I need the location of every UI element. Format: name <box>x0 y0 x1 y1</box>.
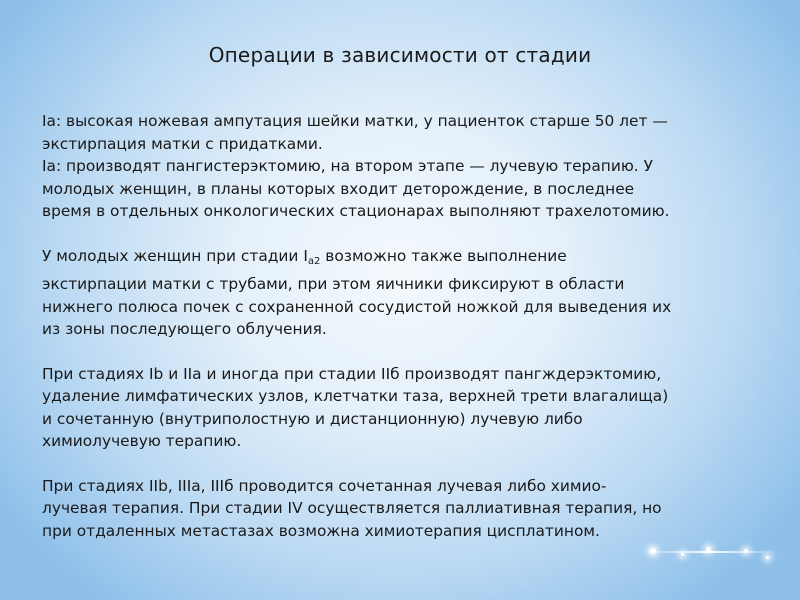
text-line <box>42 245 770 274</box>
paragraph-stage-iib-iv <box>42 475 770 543</box>
text-line: при отдаленных метастазах возможна химиотерапия цисплатином. <box>42 521 600 540</box>
subscript-a: а <box>307 255 314 267</box>
text-line: нижнего полюса почек с сохраненной сосудистой ножкой для выведения их <box>42 297 672 316</box>
text-line: экстирпация матки с придатками. <box>42 134 323 153</box>
text-line: молодых женщин, в планы которых входит деторождение, в последнее <box>42 179 635 198</box>
paragraph-young-women <box>42 245 770 341</box>
sparkle-dot <box>766 556 769 559</box>
text-line: химиолучевую терапию. <box>42 432 242 450</box>
sparkle-dot <box>744 549 748 553</box>
sparkle-dot <box>681 553 684 556</box>
text-line: и сочетанную (внутриполостную и дистанционную) лучевую либо <box>42 409 583 428</box>
text-fragment: возможно также выполнение <box>320 246 567 265</box>
slide-body <box>42 110 770 564</box>
sparkle-dot <box>706 547 711 552</box>
text-line: время в отдельных онкологических стационарах выполняют трахелотомию. <box>42 202 670 220</box>
slide-title: Операции в зависимости от стадии <box>208 43 592 67</box>
sparkle-dot <box>650 548 656 554</box>
text-line: При стадиях IIb, IIIa, IIIб проводится сочетанная лучевая либо химио- <box>42 476 607 495</box>
paragraph-stage-ib-iia <box>42 363 770 453</box>
text-line: Ia: высокая ножевая ампутация шейки матки, у пациенток старше 50 лет — <box>42 112 668 130</box>
text-line: экстирпации матки с трубами, при этом яичники фиксируют в области <box>42 275 625 293</box>
paragraph-stage-ia <box>42 110 770 223</box>
text-fragment: У молодых женщин при стадии I <box>42 246 308 265</box>
text-line: из зоны последующего облучения. <box>42 320 327 338</box>
subscript-2: 2 <box>314 255 321 267</box>
text-line: лучевая терапия. При стадии IV осуществляется паллиативная терапия, но <box>42 499 662 517</box>
text-line: При стадиях Ib и IIa и иногда при стадии IIб производят пангждерэктомию, <box>42 364 662 383</box>
text-line: удаление лимфатических узлов, клетчатки таза, верхней трети влагалища) <box>42 387 669 405</box>
text-line: Ia: производят пангистерэктомию, на втором этапе — лучевую терапию. У <box>42 157 653 175</box>
